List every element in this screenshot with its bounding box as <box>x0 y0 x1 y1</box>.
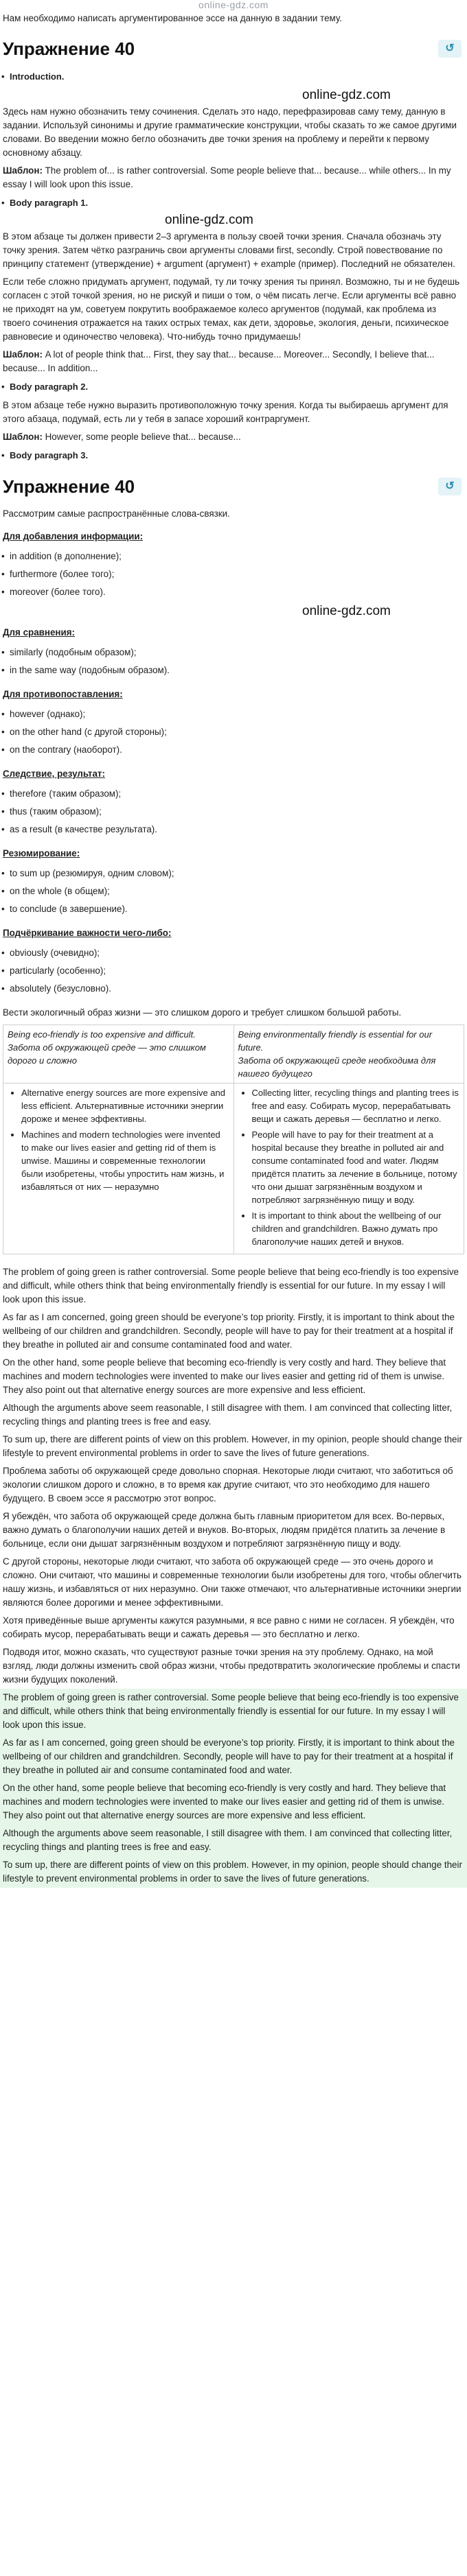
essay-paragraph: As far as I am concerned, going green should be everyone’s top priority. Firstly, it is important to think about the wellbeing of our children and grandchildren. Secondly, people will have to pay for their treatment at a hospital if they breathe in polluted air and consume contaminated food and water. <box>3 1737 455 1775</box>
list-item: • absolutely (безусловно). <box>10 980 464 998</box>
list-item: • Alternative energy sources are more expensive and less efficient. Альтернативные источники энергии дороже и менее эффективны. <box>21 1086 229 1125</box>
list-item: • however (однако); <box>10 705 464 723</box>
essay-paragraph: As far as I am concerned, going green should be everyone’s top priority. Firstly, it is important to think about the wellbeing of our children and grandchildren. Secondly, people will have to pay for their treatment at a hospital if they breathe in polluted air and consume contaminated food and water. <box>3 1312 455 1350</box>
exercise-title-text: Упражнение 40 <box>3 476 135 497</box>
essay-paragraph: The problem of going green is rather controversial. Some people believe that being eco-friendly is too expensive and difficult, while others think that being environmentally friendly is essential for our future. In my essay I will look upon this issue. <box>3 1267 459 1304</box>
list-item: • therefore (таким образом); <box>10 785 464 803</box>
list-item: • furthermore (более того); <box>10 565 464 583</box>
essay-paragraph: The problem of going green is rather controversial. Some people believe that being eco-friendly is too expensive and difficult, while others think that being environmentally friendly is essential for our future. In my essay I will look upon this issue. <box>3 1692 459 1730</box>
watermark: online-gdz.com <box>165 213 253 227</box>
list-item: • People will have to pay for their treatment at a hospital because they breathe in polluted air and consume contaminated food and water. Людям придётся платить за лечение в больнице, потому что они дышат загрязнённым воздухом и потребляют загрязнённую пищу и воду. <box>252 1128 460 1206</box>
bp2-template <box>0 428 467 446</box>
template-text: The problem of... is rather controversial. Some people believe that... because... while others... In my essay I will look upon this issue. <box>3 165 451 189</box>
group-title: Для противопоставления: <box>3 689 123 699</box>
bp1-label: • Body paragraph 1. <box>0 194 467 213</box>
essay-paragraph: To sum up, there are different points of view on this problem. However, in my opinion, people should change their lifestyle to prevent environmental problems in order to save the lives of future generations. <box>3 1860 462 1884</box>
essay-paragraph-ru: Хотя приведённые выше аргументы кажутся разумными, я все равно с ними не согласен. Я убеждён, что собирать мусор, перерабатывать вещи и сажать деревья — это бесплатно и легко. <box>3 1615 455 1639</box>
essay-paragraph: Although the arguments above seem reasonable, I still disagree with them. I am convinced that collecting litter, recycling things and planting trees is free and easy. <box>3 1828 453 1852</box>
head-en: Being environmentally friendly is essential for our future. <box>238 1029 433 1053</box>
list-item: • to conclude (в завершение). <box>10 900 464 918</box>
intro-label: • Introduction. <box>0 67 467 86</box>
exercise-title-text: Упражнение 40 <box>3 38 135 59</box>
list-item: • Machines and modern technologies were invented to make our lives easier and getting rid of them is unwise. Машины и современные технологии были изобретены, чтобы упростить нам жизнь, и избавляться от них — неразумно <box>21 1128 229 1193</box>
essay-paragraph: Although the arguments above seem reasonable, I still disagree with them. I am convinced that collecting litter, recycling things and planting trees is free and easy. <box>3 1403 453 1427</box>
group-title: Для сравнения: <box>3 627 76 637</box>
group-list <box>0 642 467 681</box>
watermark: online-gdz.com <box>302 604 391 618</box>
list-item: • moreover (более того). <box>10 583 464 601</box>
list-item: • particularly (особенно); <box>10 962 464 980</box>
list-item: • on the whole (в общем); <box>10 882 464 900</box>
group-title: Резюмирование: <box>3 848 80 858</box>
group-title: Подчёркивание важности чего-либо: <box>3 928 172 938</box>
essay-paragraph: On the other hand, some people believe that becoming eco-friendly is very costly and hard. They believe that machines and modern technologies were invented to make our lives easier and getting rid of them is unwise. They also point out that alternative energy sources are more expensive and less efficient. <box>3 1357 446 1395</box>
essay-paragraph: On the other hand, some people believe that becoming eco-friendly is very costly and hard. They believe that machines and modern technologies were invented to make our lives easier and getting rid of them is unwise. They also point out that alternative energy sources are more expensive and less efficient. <box>3 1783 446 1820</box>
group-list <box>0 784 467 840</box>
essay-paragraph-ru: С другой стороны, некоторые люди считают, что забота об окружающей среде — это очень дорого и сложно. Они считают, что машины и современные технологии были изобретены для того, чтобы облегчить нашу жизнь, и избавляться от них неразумно. Они также отмечают, что альтернативные источники энергии являются более дорогими и менее эффективными. <box>3 1556 462 1608</box>
topic-lead: Вести экологичный образ жизни — это слишком дорого и требует слишком большой работы. <box>3 1007 402 1018</box>
bp3-label: • Body paragraph 3. <box>0 446 467 465</box>
connectors-intro: Рассмотрим самые распространённые слова-связки. <box>3 508 230 519</box>
head-ru: Забота об окружающей среде — это слишком дорого и сложно <box>8 1042 206 1066</box>
share-icon[interactable]: ↺ <box>438 478 462 495</box>
bp1-text-2: Если тебе сложно придумать аргумент, подумай, ту ли точку зрения ты принял. Возможно, ты и не будешь согласен с этой точкой зрения, но не рискуй и пиши о том, о чём писать легче. Если аргументы всё равно не приходят на ум, советуем покрутить воображаемое колесо аргументов (подумай, как проблема из твоего сочинения отражается на таких острых темах, как дети, здоровье, экология, деньги, психическое равновесие и одиночество человека). Что-нибудь точно придумаешь! <box>3 277 460 342</box>
list-item: • in the same way (подобным образом). <box>10 661 464 679</box>
head-ru: Забота об окружающей среде необходима для нашего будущего <box>238 1055 436 1079</box>
header-note: Нам необходимо написать аргументированное эссе на данную в задании тему. <box>3 13 342 23</box>
bp1-template <box>0 346 467 377</box>
list-item: • It is important to think about the wellbeing of our children and grandchildren. Важно думать про благополучие наших детей и внуков. <box>252 1209 460 1248</box>
list-item: • as a result (в качестве результата). <box>10 821 464 839</box>
table-row <box>3 1084 464 1254</box>
group-list <box>0 943 467 999</box>
list-item: • on the other hand (с другой стороны); <box>10 723 464 741</box>
template-label: Шаблон: <box>3 432 43 442</box>
essay-highlight <box>0 1689 467 1888</box>
table-head-left <box>3 1025 234 1084</box>
bp2-text: В этом абзаце тебе нужно выразить противоположную точку зрения. Когда ты выбираешь аргумент для этого абзаца, подумай, есть ли у тебя в запасе хороший контраргумент. <box>3 400 448 424</box>
list-item: • in addition (в дополнение); <box>10 548 464 565</box>
table-cell-left <box>3 1084 234 1254</box>
exercise-title-2 <box>0 472 467 501</box>
list-item: • thus (таким образом); <box>10 803 464 821</box>
intro-template <box>0 162 467 194</box>
template-text: A lot of people think that... First, they say that... because... Moreover... Secondly, I believe that... because... In addition... <box>3 349 435 373</box>
table-row <box>3 1025 464 1084</box>
list-item: • on the contrary (наоборот). <box>10 741 464 759</box>
group-list <box>0 704 467 760</box>
list-item: • Collecting litter, recycling things and planting trees is free and easy. Собирать мусор, перерабатывать вещи и сажать деревья — бесплатно и легко. <box>252 1086 460 1125</box>
head-en: Being eco-friendly is too expensive and difficult. <box>8 1029 196 1040</box>
bp2-label: • Body paragraph 2. <box>0 377 467 397</box>
intro-text: Здесь нам нужно обозначить тему сочинения. Сделать это надо, перефразировав саму тему, данную в задании. Используй синонимы и другие грамматические конструкции, чтобы сказать то же самое другими словами. Во введении можно бегло обозначить две точки зрения на проблему и перейти к первому основному абзацу. <box>3 106 457 158</box>
essay-paragraph-ru: Проблема заботы об окружающей среде довольно спорная. Некоторые люди считают, что заботиться об экологии слишком дорого и сложно, в то время как другие считают, что это необходимо для нашего будущего. В своем эссе я рассмотрю этот вопрос. <box>3 1466 453 1503</box>
site-watermark: online-gdz.com <box>198 0 269 10</box>
list-item: • to sum up (резюмируя, одним словом); <box>10 865 464 882</box>
group-list <box>0 863 467 920</box>
list-item: • obviously (очевидно); <box>10 944 464 962</box>
table-cell-right <box>234 1084 464 1254</box>
list-item: • similarly (подобным образом); <box>10 644 464 661</box>
template-text: However, some people believe that... because... <box>42 432 241 442</box>
share-icon[interactable]: ↺ <box>438 40 462 58</box>
group-list <box>0 546 467 602</box>
watermark: online-gdz.com <box>302 88 391 102</box>
exercise-title-1 <box>0 34 467 63</box>
bp1-text: В этом абзаце ты должен привести 2–3 аргумента в пользу своей точки зрения. Сначала обозначь эту точку зрения. Затем чётко разграничь свои аргументы словами first, secondly. Строй повествование по принципу статемент (утверждение) + argument (аргумент) + example (пример). Последний не обязателен. <box>3 231 455 269</box>
arguments-table <box>3 1024 464 1254</box>
essay-paragraph-ru: Я убеждён, что забота об окружающей среде должна быть главным приоритетом для всех. Во-первых, важно думать о благополучии наших детей и внуков. Во-вторых, людям придётся платить за лечение в больнице, если они дышат загрязнённым воздухом и потребляют загрязнённую пищу и воду. <box>3 1511 446 1549</box>
group-title: Следствие, результат: <box>3 769 105 779</box>
essay-paragraph: To sum up, there are different points of view on this problem. However, in my opinion, people should change their lifestyle to prevent environmental problems in order to save the lives of future generations. <box>3 1434 462 1458</box>
template-label: Шаблон: <box>3 349 43 360</box>
essay-paragraph-ru: Подводя итог, можно сказать, что существуют разные точки зрения на эту проблему. Однако, на мой взгляд, люди должны изменить свой образ жизни, чтобы предотвратить экологические проблемы и спасти жизни будущих поколений. <box>3 1647 460 1685</box>
template-label: Шаблон: <box>3 165 43 176</box>
group-title: Для добавления информации: <box>3 531 144 541</box>
table-head-right <box>234 1025 464 1084</box>
